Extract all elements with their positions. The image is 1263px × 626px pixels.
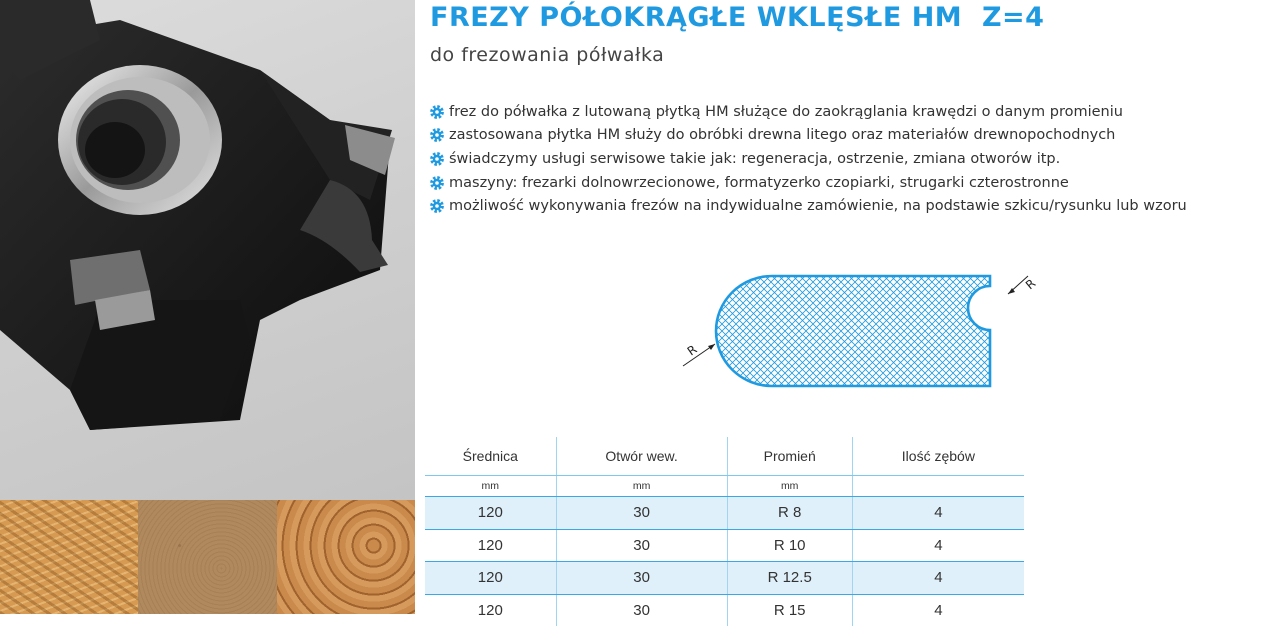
list-item [429, 147, 1187, 171]
spec-table [425, 437, 1024, 626]
table-cell: R 8 [727, 497, 852, 530]
mdf-swatch [138, 500, 276, 614]
page-subtitle: do frezowania półwałka [430, 44, 665, 66]
list-item-text: frez do półwałka z lutowaną płytką HM służące do zaokrąglania krawędzi o danym promieniu [449, 103, 1123, 120]
table-cell: 4 [852, 594, 1024, 626]
radius-label-left: R [684, 342, 700, 359]
workpiece-profile [716, 276, 990, 386]
cutter-illustration [0, 0, 415, 500]
list-item [429, 100, 1187, 124]
table-cell: 120 [477, 601, 503, 619]
column-header-teeth: Ilość zębów [852, 437, 1024, 476]
table-cell: 4 [852, 497, 1024, 530]
radius-label-right: R [1022, 276, 1039, 293]
table-cell: 30 [556, 497, 727, 530]
list-item [429, 194, 1187, 218]
column-header-bore: Otwór wew. [556, 437, 727, 476]
page-title: FREZY PÓŁOKRĄGŁE WKLĘSŁE HM Z=4 [430, 2, 1045, 33]
solid-wood-swatch [277, 500, 415, 614]
unit-cell: mm [556, 476, 727, 497]
unit-cell [852, 476, 1024, 497]
table-cell: 4 [852, 529, 1024, 562]
column-header-diameter: Średnica [425, 437, 556, 476]
table-row [425, 562, 1024, 595]
table-row [425, 497, 1024, 530]
table-cell: 120 [425, 529, 556, 562]
table-cell: 120 [425, 497, 556, 530]
list-item-text: świadczymy usługi serwisowe takie jak: regeneracja, ostrzenie, zmiana otworów itp. [449, 150, 1061, 167]
profile-diagram [680, 268, 1055, 396]
osb-swatch [0, 500, 138, 614]
list-item-text: możliwość wykonywania frezów na indywidualne zamówienie, na podstawie szkicu/rysunku lub wzoru [449, 198, 1187, 215]
list-item-text: zastosowana płytka HM służy do obróbki drewna litego oraz materiałów drewnopochodnych [449, 127, 1116, 144]
list-item [429, 124, 1187, 148]
feature-list [429, 100, 1187, 218]
unit-cell: mm [727, 476, 852, 497]
product-photo [0, 0, 415, 500]
table-cell: 30 [556, 594, 727, 626]
arrow-icon [708, 344, 715, 350]
unit-cell: mm [425, 476, 556, 497]
table-row [425, 594, 1024, 626]
table-cell: R 15 [727, 594, 852, 626]
gear-icon [429, 198, 445, 214]
material-swatches [0, 500, 415, 614]
column-header-radius: Promień [727, 437, 852, 476]
table-cell: 30 [556, 562, 727, 595]
gear-icon [429, 127, 445, 143]
table-cell: 120 [425, 562, 556, 595]
gear-icon [429, 104, 445, 120]
units-row [425, 476, 1024, 497]
list-item-text: maszyny: frezarki dolnowrzecionowe, formatyzerko czopiarki, strugarki czterostronne [449, 174, 1069, 191]
table-cell: R 12.5 [727, 562, 852, 595]
table-cell: 4 [852, 562, 1024, 595]
table-cell: 30 [556, 529, 727, 562]
gear-icon [429, 175, 445, 191]
list-item [429, 171, 1187, 195]
table-cell: R 10 [727, 529, 852, 562]
table-row [425, 529, 1024, 562]
gear-icon [429, 151, 445, 167]
